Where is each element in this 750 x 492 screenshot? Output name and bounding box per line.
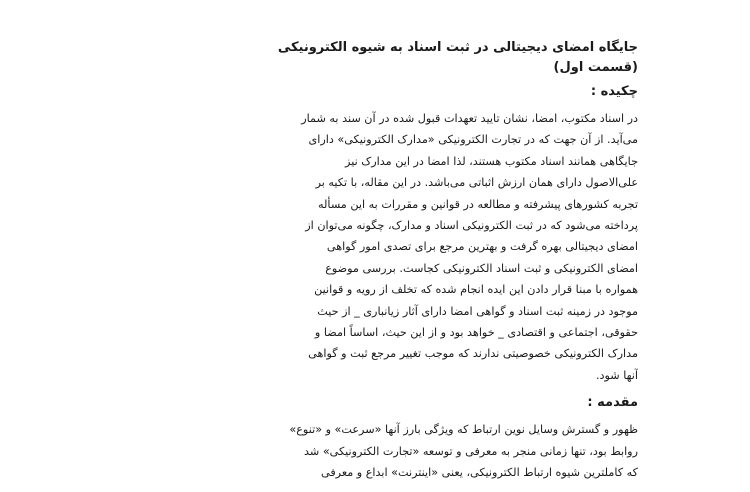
document-content	[106, 38, 638, 492]
abstract-line: مدارک الکترونیکی خصوصیتی ندارند که موجب تغییر مرجع ثبت و گواهی	[308, 347, 638, 361]
abstract-line: علی‌الاصول دارای همان ارزش اثباتی می‌باشد. در این مقاله، با تکیه بر	[315, 176, 638, 190]
title-line: جایگاه امضای دیجیتالی در ثبت اسناد به شیوه الکترونیکی	[277, 40, 638, 55]
abstract-line: می‌آید. از آن جهت که در تجارت الکترونیکی «مدارک الکترونیکی» دارای	[308, 133, 638, 147]
title-line: (قسمت اول)	[553, 60, 638, 75]
abstract-line: حقوقی، اجتماعی و اقتصادی _ خواهد بود و از این حیث، اساساً امضا و	[314, 326, 638, 340]
introduction-line: که کاملترین شیوه ارتباط الکترونیکی، یعنی «اینترنت» ابداع و معرفی	[321, 466, 638, 480]
abstract-line: تجربه کشورهای پیشرفته و مطالعه در قوانین و مقررات به این مسأله	[318, 197, 638, 211]
abstract-line: امضای الکترونیکی و ثبت اسناد الکترونیکی کجاست. بررسی موضوع	[325, 261, 638, 275]
introduction-line: روابط بود، تنها زمانی منجر به معرفی و توسعه «تجارت الکترونیکی» شد	[304, 444, 638, 458]
abstract-line: در اسناد مکتوب، امضا، نشان تایید تعهدات قبول شده در آن سند به شمار	[301, 112, 638, 125]
introduction-paragraph	[106, 419, 638, 483]
abstract-heading: چکیده :	[590, 84, 638, 99]
abstract-line: پرداخته می‌شود که در ثبت الکترونیکی اسناد و مدارک، چگونه می‌توان از	[305, 219, 638, 233]
abstract-line: امضای دیجیتالی بهره گرفت و بهترین مرجع برای تصدی امور گواهی	[326, 240, 638, 254]
abstract-paragraph	[106, 108, 638, 386]
abstract-line: جایگاهی همانند اسناد مکتوب هستند، لذا امضا در این مدارک نیز	[345, 154, 638, 168]
abstract-line: همواره با مبنا قرار دادن این ایده انجام شده که تخلف از رویه و قوانین	[314, 283, 638, 297]
introduction-line: ظهور و گسترش وسایل نوین ارتباط که ویژگی بارز آنها «سرعت» و «تنوع»	[289, 423, 638, 437]
introduction-heading: مقدمه :	[587, 395, 638, 411]
abstract-line: موجود در زمینه ثبت اسناد و گواهی امضا دارای آثار زیانباری _ از حیث	[317, 304, 638, 318]
abstract-line: آنها شود.	[595, 368, 638, 382]
article-title	[106, 38, 638, 78]
